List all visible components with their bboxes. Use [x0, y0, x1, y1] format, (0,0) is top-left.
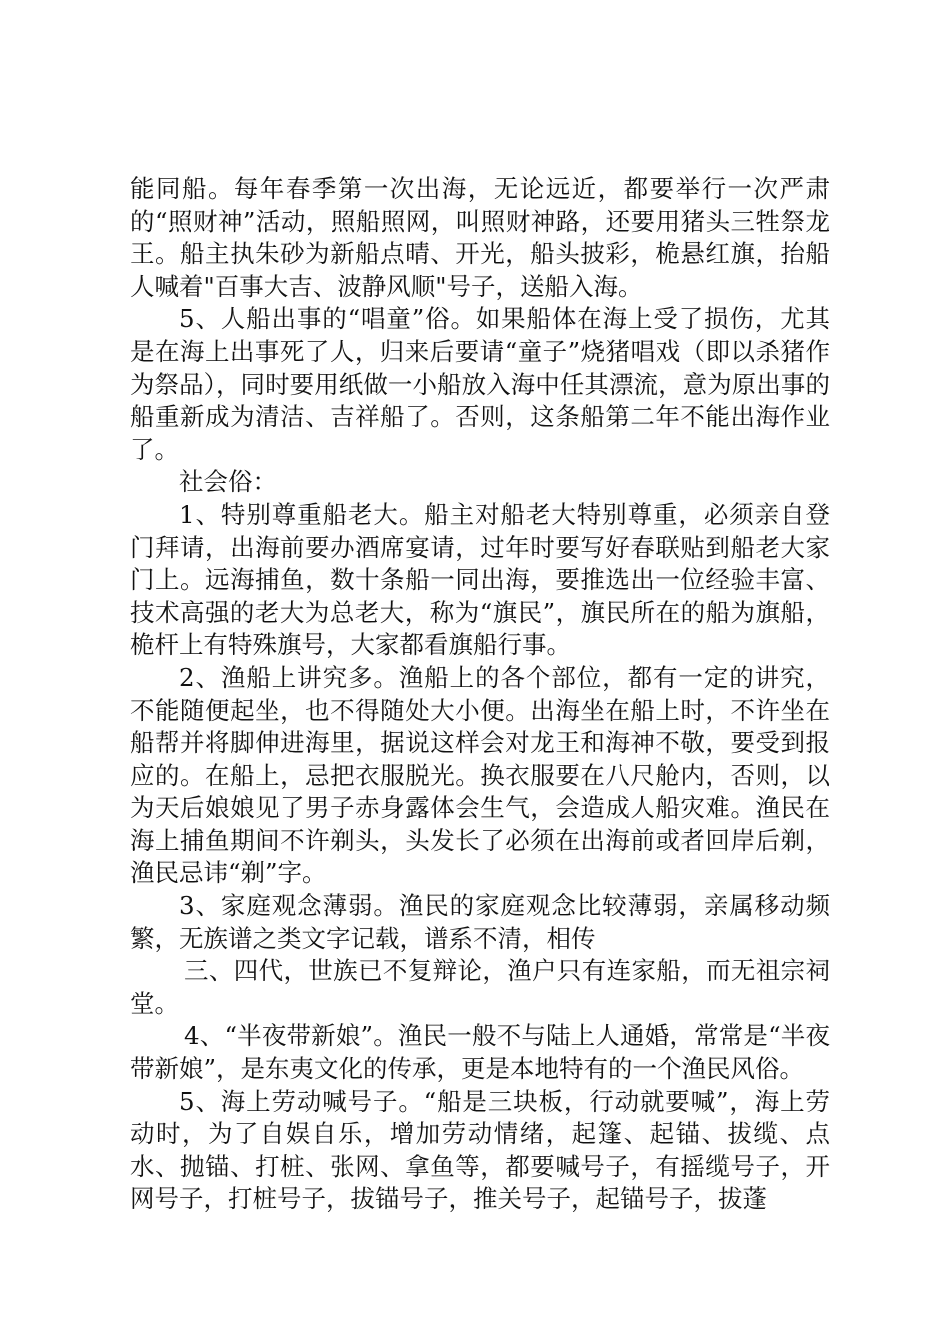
document-page: [130, 173, 830, 1216]
paragraph-midnight-bride: 4、“半夜带新娘”。渔民一般不与陆上人通婚，常常是“半夜带新娘”，是东夷文化的传承，更是本地特有的一个渔民风俗。: [130, 1021, 830, 1084]
paragraph-family-concept: 3、家庭观念薄弱。渔民的家庭观念比较薄弱，亲属移动频繁，无族谱之类文字记载，谱系不清，相传: [130, 891, 830, 953]
paragraph-continuation: 能同船。每年春季第一次出海，无论远近，都要举行一次严肃的“照财神”活动，照船照网，叫照财神路，还要用猪头三牲祭龙王。船主执朱砂为新船点晴、开光，船头披彩，桅悬红旗，抬船人喊着"百事大吉、波静风顺"号子，送船入海。: [130, 174, 830, 301]
paragraph-respect-captain: 1、特别尊重船老大。船主对船老大特别尊重，必须亲自登门拜请，出海前要办酒席宴请，过年时要写好春联贴到船老大家门上。远海捕鱼，数十条船一同出海，要推选出一位经验丰富、技术高强的老大为总老大，称为“旗民”，旗民所在的船为旗船，桅杆上有特殊旗号，大家都看旗船行事。: [130, 499, 830, 660]
paragraph-chang-tong: 5、人船出事的“唱童”俗。如果船体在海上受了损伤，尤其是在海上出事死了人，归来后要请“童子”烧猪唱戏（即以杀猪作为祭品），同时要用纸做一小船放入海中任其漂流，意为原出事的船重新成为清洁、吉祥船了。否则，这条船第二年不能出海作业了。: [130, 304, 830, 464]
paragraph-boat-rules: 2、渔船上讲究多。渔船上的各个部位，都有一定的讲究，不能随便起坐，也不得随处大小便。出海坐在船上时，不许坐在船帮并将脚伸进海里，据说这样会对龙王和海神不敬，要受到报应的。在船上，忌把衣服脱光。换衣服要在八尺舱内，否则，以为天后娘娘见了男子赤身露体会生气，会造成人船灾难。渔民在海上捕鱼期间不许剃头，头发长了必须在出海前或者回岸后剃，渔民忌讳“剃”字。: [130, 662, 830, 888]
paragraph-generations: 三、四代，世族已不复辩论，渔户只有连家船，而无祖宗祠堂。: [130, 956, 830, 1018]
paragraph-work-chants: 5、海上劳动喊号子。“船是三块板，行动就要喊”，海上劳动时，为了自娱自乐，增加劳动情绪，起篷、起锚、拔缆、点水、抛锚、打桩、张网、拿鱼等，都要喊号子，有摇缆号子，开网号子，打桩号子，拔锚号子，推关号子，起锚号子，拔蓬: [130, 1086, 830, 1214]
section-heading-social-customs: 社会俗：: [179, 467, 277, 497]
